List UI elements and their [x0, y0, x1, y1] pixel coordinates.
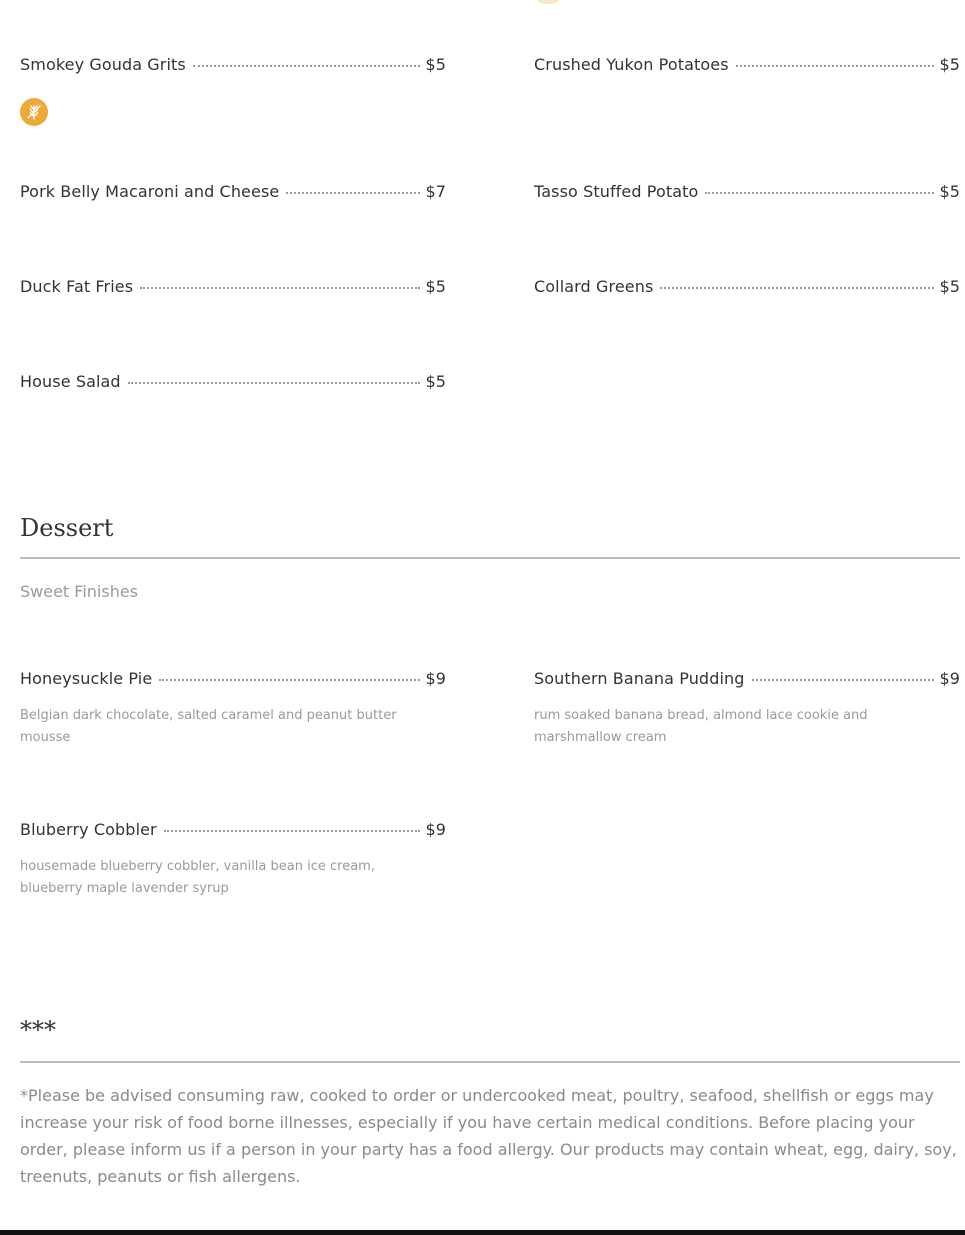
item-price: $5 [425, 55, 446, 74]
leader-dots [736, 65, 935, 67]
item-price: $5 [425, 372, 446, 391]
menu-item [534, 182, 960, 202]
menu-item [20, 372, 446, 392]
item-description: rum soaked banana bread, almond lace cookie and marshmallow cream [534, 708, 868, 745]
menu-item [20, 55, 446, 75]
leader-dots [660, 287, 934, 289]
section-subtitle: Sweet Finishes [20, 582, 139, 601]
leader-dots [705, 192, 934, 194]
item-name: Tasso Stuffed Potato [534, 182, 699, 201]
leader-dots [164, 830, 421, 832]
menu-item [534, 669, 960, 749]
item-name: Southern Banana Pudding [534, 669, 745, 688]
item-price: $9 [425, 669, 446, 688]
section-divider [20, 1061, 960, 1063]
leader-dots [140, 287, 420, 289]
menu-item [20, 820, 446, 900]
item-price: $9 [425, 820, 446, 839]
section-title-dessert: Dessert [20, 514, 114, 542]
item-name: Crushed Yukon Potatoes [534, 55, 729, 74]
leader-dots [159, 679, 420, 681]
item-description: Belgian dark chocolate, salted caramel and peanut butter mousse [20, 708, 397, 745]
leader-dots [193, 65, 421, 67]
menu-item [534, 55, 960, 75]
leader-dots [128, 382, 421, 384]
partial-icon-top [535, 0, 561, 4]
menu-item [20, 669, 446, 749]
item-name: Duck Fat Fries [20, 277, 134, 296]
item-name: Smokey Gouda Grits [20, 55, 186, 74]
menu-item [20, 277, 446, 297]
leader-dots [752, 679, 935, 681]
menu-item [20, 182, 446, 202]
item-price: $7 [425, 182, 446, 201]
item-name: Collard Greens [534, 277, 654, 296]
item-name: Bluberry Cobbler [20, 820, 157, 839]
item-price: $5 [939, 182, 960, 201]
item-price: $5 [425, 277, 446, 296]
footer-bar [0, 1230, 965, 1235]
wheat-icon [20, 98, 48, 126]
item-price: $5 [939, 277, 960, 296]
item-name: Pork Belly Macaroni and Cheese [20, 182, 280, 201]
section-divider [20, 557, 960, 559]
allergy-disclaimer: *Please be advised consuming raw, cooked to order or undercooked meat, poultry, seafood, shellfish or eggs may increase your risk of food borne illnesses, especially if you have certain medical conditions. Before placing your order, please inform us if a person in your party has a food allergy. Our products may contain wheat, egg, dairy, soy, treenuts, peanuts or fish allergens. [20, 1086, 957, 1186]
item-price: $5 [939, 55, 960, 74]
leader-dots [286, 192, 420, 194]
section-title-notice: *** [20, 1016, 56, 1044]
item-price: $9 [939, 669, 960, 688]
item-name: House Salad [20, 372, 121, 391]
item-description: housemade blueberry cobbler, vanilla bean ice cream, blueberry maple lavender syrup [20, 859, 375, 896]
menu-item [534, 277, 960, 297]
item-name: Honeysuckle Pie [20, 669, 153, 688]
